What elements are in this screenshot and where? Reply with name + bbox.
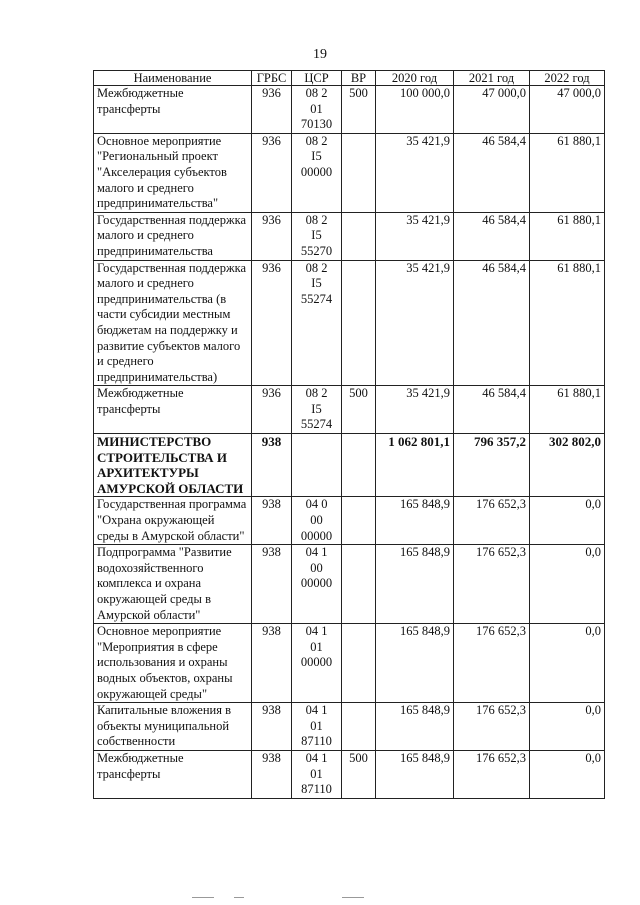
- csr-part: 00: [310, 513, 323, 528]
- cell-grbs: 938: [252, 497, 292, 545]
- cell-2020: 165 848,9: [376, 703, 454, 751]
- cell-2021: 46 584,4: [454, 133, 530, 212]
- cell-csr: [292, 133, 342, 212]
- csr-part: 04 1: [305, 545, 328, 560]
- cell-2020: 165 848,9: [376, 750, 454, 798]
- cell-name: Капитальные вложения в объекты муниципальной собственности: [94, 703, 252, 751]
- csr-part: 55274: [300, 417, 333, 432]
- cell-2021: 176 652,3: [454, 750, 530, 798]
- csr-part: 70130: [300, 117, 333, 132]
- csr-part: 01: [310, 718, 323, 733]
- cell-csr: [292, 703, 342, 751]
- cell-csr: [292, 750, 342, 798]
- csr-part: 08 2: [305, 86, 328, 100]
- table-row: [94, 260, 605, 386]
- scan-mark: [234, 897, 244, 898]
- cell-vr: [342, 260, 376, 386]
- cell-2021: 46 584,4: [454, 260, 530, 386]
- cell-vr: [342, 133, 376, 212]
- cell-vr: [342, 703, 376, 751]
- csr-part: 08 2: [305, 212, 328, 227]
- cell-grbs: 936: [252, 386, 292, 434]
- csr-part: 00000: [300, 655, 333, 670]
- cell-vr: [342, 434, 376, 497]
- header-2021: 2021 год: [454, 71, 530, 86]
- cell-csr: [292, 497, 342, 545]
- cell-name: Межбюджетные трансферты: [94, 750, 252, 798]
- table-row-ministry: [94, 434, 605, 497]
- cell-2021: 176 652,3: [454, 545, 530, 624]
- cell-2021: 47 000,0: [454, 86, 530, 134]
- cell-2022: 61 880,1: [530, 386, 605, 434]
- cell-grbs: 936: [252, 133, 292, 212]
- header-name: Наименование: [94, 71, 252, 86]
- cell-2020: 35 421,9: [376, 133, 454, 212]
- csr-part: 87110: [301, 734, 332, 749]
- cell-csr: [292, 212, 342, 260]
- page-number: 19: [313, 47, 327, 62]
- csr-part: 00000: [300, 576, 333, 591]
- cell-vr: [342, 497, 376, 545]
- cell-name: Государственная поддержка малого и среднего предпринимательства (в части субсидии местным бюджетам на поддержку и развитие субъектов малого и среднего предпринимательства): [94, 260, 252, 386]
- cell-2022: 0,0: [530, 545, 605, 624]
- table-row: [94, 133, 605, 212]
- cell-2022: 61 880,1: [530, 212, 605, 260]
- csr-part: 87110: [301, 782, 332, 797]
- csr-part: 00000: [300, 528, 333, 543]
- cell-grbs: 938: [252, 750, 292, 798]
- cell-2021: 46 584,4: [454, 386, 530, 434]
- cell-grbs: 938: [252, 624, 292, 703]
- cell-csr: [292, 624, 342, 703]
- cell-name: Подпрограмма "Развитие водохозяйственного комплекса и охрана окружающей среды в Амурской области": [94, 545, 252, 624]
- cell-2022: 47 000,0: [530, 86, 605, 134]
- csr-part: 01: [310, 101, 323, 116]
- cell-2020: 35 421,9: [376, 386, 454, 434]
- csr-part: 04 0: [305, 497, 328, 512]
- csr-part: I5: [311, 401, 322, 416]
- table-row: [94, 750, 605, 798]
- csr-part: 01: [310, 639, 323, 654]
- table-row: [94, 497, 605, 545]
- csr-part: 00000: [300, 164, 333, 179]
- cell-name: Государственная поддержка малого и среднего предпринимательства: [94, 212, 252, 260]
- cell-csr: [292, 434, 342, 497]
- cell-2020: 165 848,9: [376, 545, 454, 624]
- header-vr: ВР: [342, 71, 376, 86]
- cell-2022: 0,0: [530, 703, 605, 751]
- csr-part: 01: [310, 766, 323, 781]
- budget-table: [93, 70, 605, 799]
- cell-2022: 0,0: [530, 750, 605, 798]
- cell-2020: 100 000,0: [376, 86, 454, 134]
- csr-part: I5: [311, 276, 322, 291]
- table-row: [94, 86, 605, 134]
- csr-part: 08 2: [305, 386, 328, 401]
- cell-2022: 0,0: [530, 624, 605, 703]
- csr-part: 00: [310, 560, 323, 575]
- cell-name: МИНИСТЕРСТВО СТРОИТЕЛЬСТВА И АРХИТЕКТУРЫ АМУРСКОЙ ОБЛАСТИ: [94, 434, 252, 497]
- cell-name: Межбюджетные трансферты: [94, 86, 252, 134]
- csr-part: 55270: [300, 243, 333, 258]
- cell-grbs: 936: [252, 212, 292, 260]
- cell-vr: 500: [342, 386, 376, 434]
- cell-2021: 176 652,3: [454, 497, 530, 545]
- cell-name: Основное мероприятие "Мероприятия в сфере использования и охраны водных объектов, охраны окружающей среды": [94, 624, 252, 703]
- csr-part: 08 2: [305, 260, 328, 275]
- cell-csr: [292, 545, 342, 624]
- table-row: [94, 386, 605, 434]
- cell-2020: 1 062 801,1: [376, 434, 454, 497]
- cell-name: Межбюджетные трансферты: [94, 386, 252, 434]
- cell-2021: 176 652,3: [454, 624, 530, 703]
- scan-mark: [342, 897, 364, 898]
- header-2022: 2022 год: [530, 71, 605, 86]
- csr-part: 04 1: [305, 750, 328, 765]
- table-row: [94, 545, 605, 624]
- csr-part: I5: [311, 149, 322, 164]
- cell-grbs: 938: [252, 434, 292, 497]
- csr-part: 04 1: [305, 624, 328, 639]
- csr-part: 04 1: [305, 703, 328, 718]
- scan-mark: [192, 897, 214, 898]
- cell-csr: [292, 86, 342, 134]
- scan-edge-marks: [192, 897, 432, 899]
- table-header-row: [94, 71, 605, 86]
- header-csr: ЦСР: [292, 71, 342, 86]
- cell-grbs: 936: [252, 86, 292, 134]
- cell-grbs: 936: [252, 260, 292, 386]
- cell-grbs: 938: [252, 545, 292, 624]
- cell-name: Государственная программа "Охрана окружающей среды в Амурской области": [94, 497, 252, 545]
- table-row: [94, 624, 605, 703]
- cell-2022: 302 802,0: [530, 434, 605, 497]
- csr-part: 08 2: [305, 133, 328, 148]
- cell-2022: 61 880,1: [530, 133, 605, 212]
- cell-vr: 500: [342, 750, 376, 798]
- cell-csr: [292, 260, 342, 386]
- csr-part: I5: [311, 228, 322, 243]
- cell-2020: 35 421,9: [376, 260, 454, 386]
- cell-csr: [292, 386, 342, 434]
- cell-vr: [342, 212, 376, 260]
- cell-grbs: 938: [252, 703, 292, 751]
- table-row: [94, 212, 605, 260]
- header-2020: 2020 год: [376, 71, 454, 86]
- cell-2021: 46 584,4: [454, 212, 530, 260]
- cell-name: Основное мероприятие "Региональный проект "Акселерация субъектов малого и среднего предпринимательства": [94, 133, 252, 212]
- cell-vr: 500: [342, 86, 376, 134]
- header-grbs: ГРБС: [252, 71, 292, 86]
- cell-2020: 165 848,9: [376, 624, 454, 703]
- cell-vr: [342, 545, 376, 624]
- cell-2021: 176 652,3: [454, 703, 530, 751]
- cell-2020: 165 848,9: [376, 497, 454, 545]
- cell-2022: 0,0: [530, 497, 605, 545]
- cell-vr: [342, 624, 376, 703]
- csr-part: 55274: [300, 291, 333, 306]
- cell-2020: 35 421,9: [376, 212, 454, 260]
- table-row: [94, 703, 605, 751]
- cell-2021: 796 357,2: [454, 434, 530, 497]
- cell-2022: 61 880,1: [530, 260, 605, 386]
